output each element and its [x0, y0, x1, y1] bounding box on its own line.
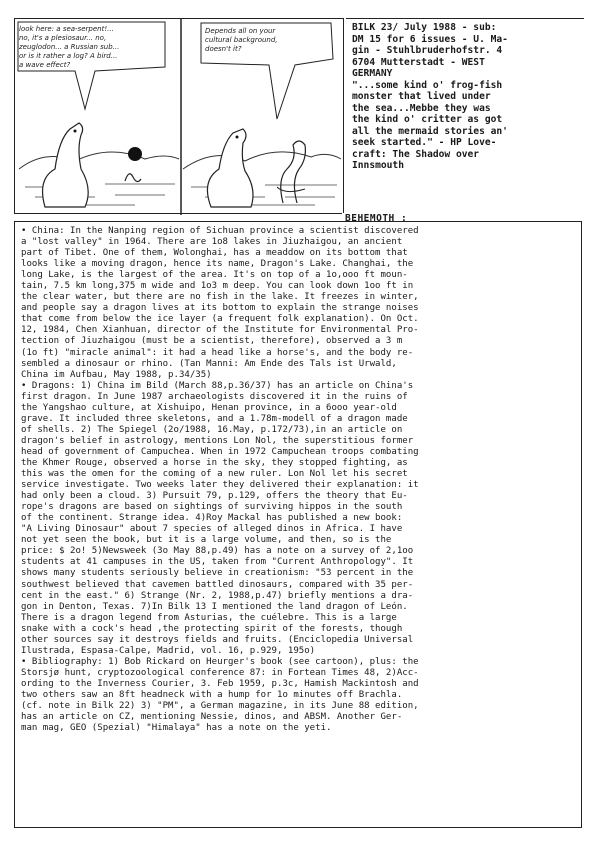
section-title: BEHEMOTH : — [342, 213, 410, 224]
paragraph-china: • China: In the Nanping region of Sichuan province a scientist discovered a "lost valley" in 1964. There are 1o8 lakes in Jiuzhaigou, an ancient part of Tibet. One of them, Wolonghai, has a meaddow on its bottom that looks like a moving dragon, hence its name, Dragon's Lake. Changhai, the long Lake, is the largest of the area. It's on top of a 1o,ooo ft moun- tain, 7.5 km long,375 m wide and 1o3 m deep. You can look down 1oo ft in the clear water, but there are no fish in the lake. It freezes in winter, and people say a dragon lives at its bottom to explain the strange noises that come from below the ice layer (a frequent folk explanation). On Oct. 12, 1984, Chen Xianhuan, director of the Institute for Environmental Pro- tection of Jiuzhaigou (must be a scientist, therefore), observed a 3 m (1o ft) "miracle animal": it had a head like a horse's, and the body re- sembled a dinosaur or rhino. (Tan Manni: Am Ende des Tals ist Urwald, China im Aufbau, May 1988, p.34/35) — [21, 226, 419, 380]
article-box — [14, 221, 582, 828]
lovecraft-quote: "...some kind o' frog-fish monster that lived under the sea...Mebbe they was the kind o' critter as got all the mermaid stories an' seek started." - HP Love- craft: The Shadow over Innsmouth — [352, 79, 508, 171]
subscription-info: BILK 23/ July 1988 - sub: DM 15 for 6 issues - U. Ma- gin - Stuhlbruderhofstr. 4 6704 Mutterstadt - WEST GERMANY — [352, 22, 508, 79]
comic-strip — [14, 18, 344, 214]
article-body — [21, 226, 577, 734]
balloon-right-text: Depends all on your cultural background, doesn't it? — [205, 27, 278, 53]
paragraph-dragons: • Dragons: 1) China im Bild (March 88,p.36/37) has an article on China's first dragon. In June 1987 archaeologists discovered it in the ruins of the Yangshao culture, at Xishuipo, Henan province, in a 6ooo year-old grave. It included three skeletons, and a 1.78m-modell of a dragon made of shells. 2) The Spiegel (2o/1988, 16.May, p.172/73),in an article on dragon's belief in astrology, mentions Lon Nol, the superstitious former head of government of Campuchea. When in 1972 Campuchean troops combating the Khmer Rouge, observed a horse in the sky, they stopped fighting, as this was the omen for the coming of a new ruler. Lon Nol let his secret service investigate. Two weeks later they delivered their explanation: it had only been a cloud. 3) Pursuit 79, p.129, offers the theory that Eu- rope's dragons are based on sightings of surviving hippos in the south of the continent. Strange idea. 4)Roy Mackal has published a new book: "A Living Dinosaur" about 7 species of alleged dinos in Africa. I have not yet seen the book, but it is a large volume, and then, so is the price: $ 2o! 5)Newsweek (3o May 88,p.49) has a note on a survey of 2,1oo students at 41 campuses in the US, taken from "Current Anthropology". It shows many students seriously believe in creationism: "53 percent in the southwest believed that cavemen battled dinosaurs, compared with 35 per- cent in the east." 6) Strange (Nr. 2, 1988,p.47) briefly mentions a dra- gon in Denton, Texas. 7)In Bilk 13 I mentioned the land dragon of León. There is a dragon legend from Asturias, the cuélebre. This is a large snake with a cock's head ,the protecting spirit of the forests, though other sources say it destroys fields and fruits. (Enciclopedia Universal Ilustrada, Espasa-Calpe, Madrid, vol. 16, p.929, 195o) — [21, 380, 419, 656]
issue-header — [352, 22, 584, 172]
paragraph-bibliography: • Bibliography: 1) Bob Rickard on Heurger's book (see cartoon), plus: the Storsjø hunt, cryptozoological conference 87: in Fortean Times 48, 2)Acc- ording to the Inverness Courier, 3. Feb 1959, p.3c, Hamish Mackintosh and two others saw an 8ft headneck with a hump for 1o minutes off Brachla. (cf. note in Bilk 22) 3) "PM", a German magazine, in its June 88 edition, has an article on CZ, mentioning Nessie, dinos, and ABSM. Another Ger- man mag, GEO (Spezial) "Himalaya" has a note on the yeti. — [21, 656, 419, 734]
balloon-left-text: look here: a sea-serpent!... no, it's a plesiosaur... no, zeuglodon... a Russian sub... or is it rather a log? A bird... a wave effect? — [19, 25, 120, 69]
header-rule — [346, 18, 584, 19]
